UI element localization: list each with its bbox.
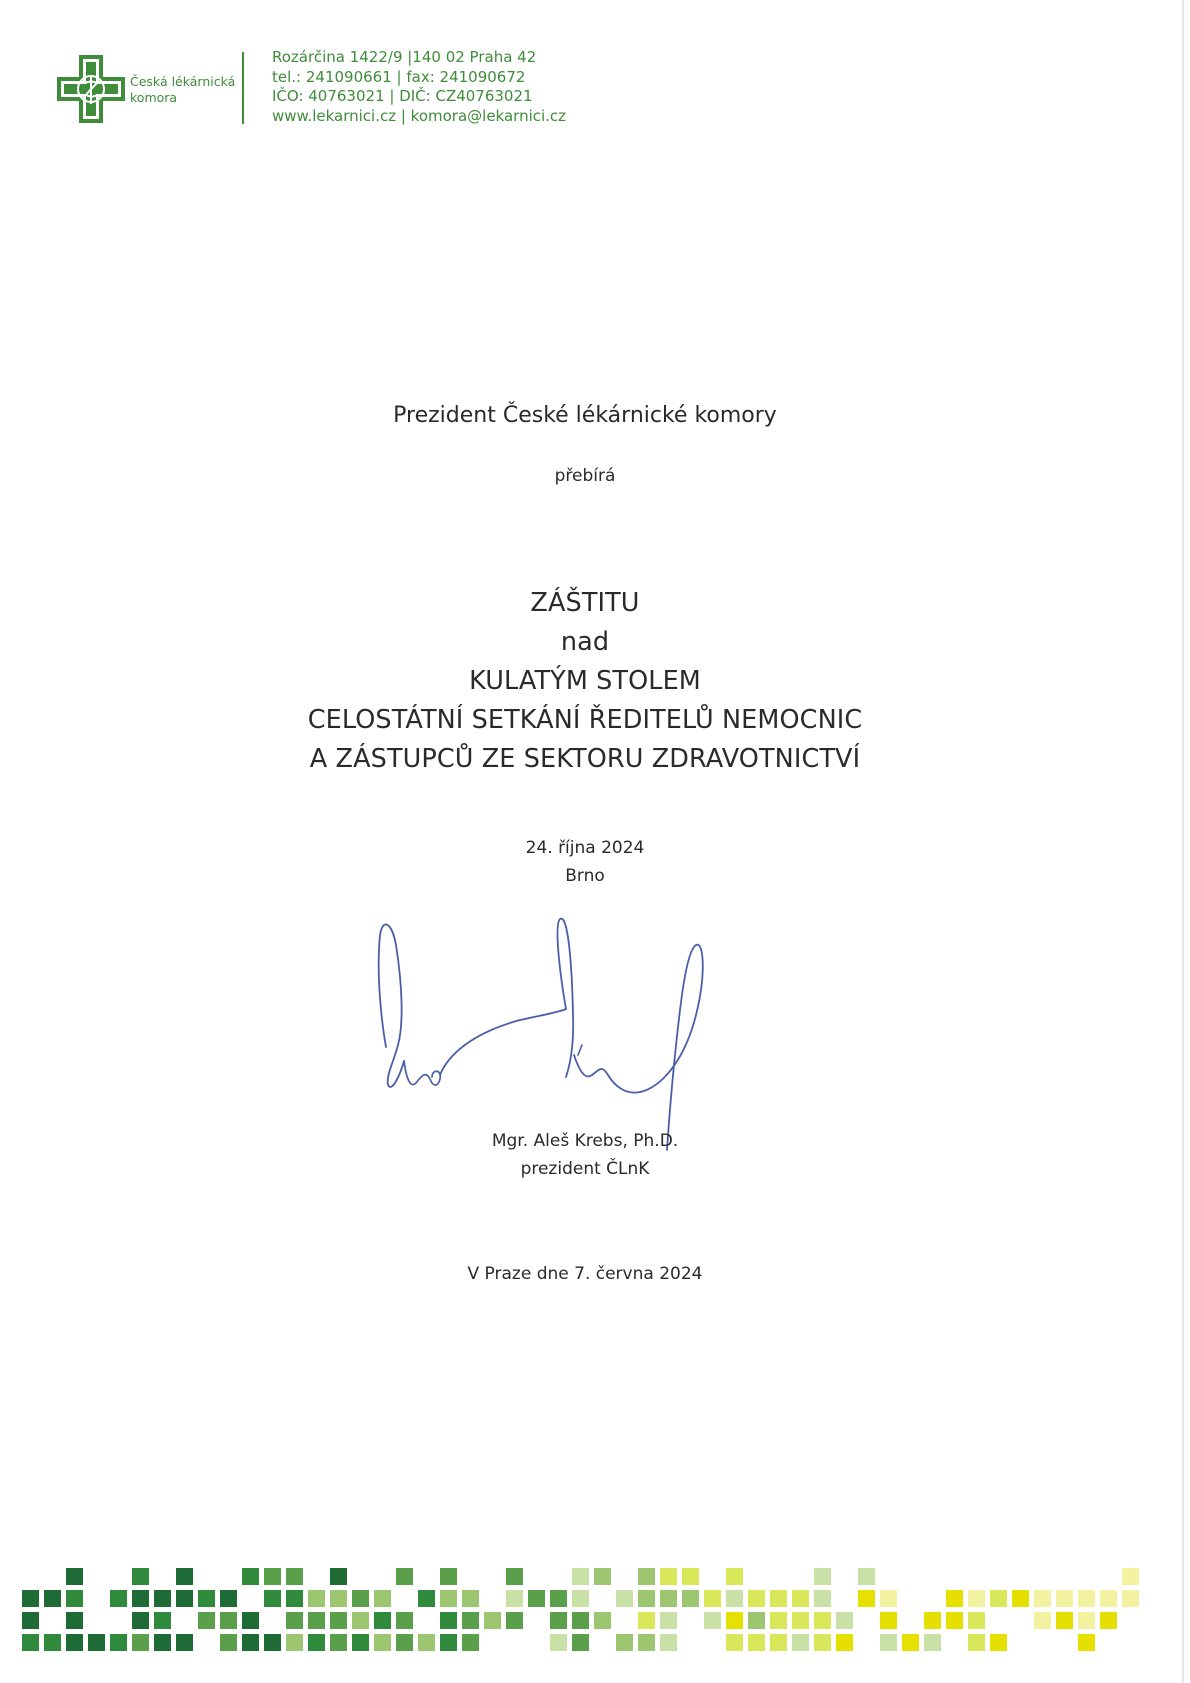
- pixel-square: [396, 1568, 413, 1585]
- pixel-square: [506, 1568, 523, 1585]
- letterhead-divider: [242, 52, 244, 124]
- handwritten-signature: [370, 905, 760, 1165]
- pixel-square: [660, 1590, 677, 1607]
- pixel-square: [990, 1590, 1007, 1607]
- pixel-square: [66, 1634, 83, 1651]
- pixel-square: [660, 1568, 677, 1585]
- pixel-square: [220, 1634, 237, 1651]
- pixel-square: [924, 1634, 941, 1651]
- pixel-square: [924, 1612, 941, 1629]
- pixel-square: [1012, 1590, 1029, 1607]
- pixel-square: [704, 1612, 721, 1629]
- pixel-square: [726, 1590, 743, 1607]
- pixel-square: [132, 1634, 149, 1651]
- pixel-square: [154, 1612, 171, 1629]
- pixel-square: [792, 1612, 809, 1629]
- event-date: 24. října 2024: [525, 838, 645, 858]
- pixel-square: [286, 1612, 303, 1629]
- heading-line-4: CELOSTÁTNÍ SETKÁNÍ ŘEDITELŮ NEMOCNIC: [307, 705, 863, 735]
- pixel-square: [220, 1612, 237, 1629]
- pixel-square: [572, 1612, 589, 1629]
- pixel-square: [330, 1568, 347, 1585]
- pixel-square: [308, 1612, 325, 1629]
- pixel-square: [814, 1634, 831, 1651]
- pixel-square: [858, 1590, 875, 1607]
- pixel-square: [1056, 1612, 1073, 1629]
- pixel-square: [814, 1590, 831, 1607]
- pixel-square: [748, 1590, 765, 1607]
- pixel-square: [264, 1634, 281, 1651]
- takes-line: přebírá: [554, 466, 616, 486]
- pixel-square: [968, 1612, 985, 1629]
- pixel-square: [44, 1634, 61, 1651]
- contact-block: [272, 48, 566, 126]
- pixel-square: [968, 1590, 985, 1607]
- pixel-square: [132, 1568, 149, 1585]
- pixel-square: [638, 1568, 655, 1585]
- pixel-square: [352, 1634, 369, 1651]
- pixel-square: [66, 1568, 83, 1585]
- pixel-square: [726, 1568, 743, 1585]
- pixel-square: [44, 1590, 61, 1607]
- pixel-square: [286, 1590, 303, 1607]
- pixel-square: [1122, 1568, 1139, 1585]
- pixel-square: [110, 1634, 127, 1651]
- pixel-square: [462, 1612, 479, 1629]
- decorative-pixel-band: [22, 1568, 1152, 1668]
- pixel-square: [352, 1590, 369, 1607]
- pixel-square: [1078, 1634, 1095, 1651]
- pixel-square: [770, 1612, 787, 1629]
- issue-place-date: V Praze dne 7. června 2024: [467, 1264, 703, 1284]
- pixel-square: [1034, 1590, 1051, 1607]
- page-edge: [1182, 0, 1184, 1683]
- pixel-square: [682, 1590, 699, 1607]
- pixel-square: [242, 1612, 259, 1629]
- pixel-square: [528, 1590, 545, 1607]
- web-email: www.lekarnici.cz | komora@lekarnici.cz: [272, 106, 567, 125]
- pixel-square: [396, 1612, 413, 1629]
- pharmacy-cross-logo-icon: [56, 54, 126, 124]
- pixel-square: [352, 1612, 369, 1629]
- pixel-square: [946, 1612, 963, 1629]
- pixel-square: [286, 1568, 303, 1585]
- pixel-square: [198, 1612, 215, 1629]
- pixel-square: [1122, 1590, 1139, 1607]
- pixel-square: [440, 1590, 457, 1607]
- pixel-square: [440, 1612, 457, 1629]
- pixel-square: [638, 1634, 655, 1651]
- heading-line-1: ZÁŠTITU: [530, 588, 640, 618]
- pixel-square: [594, 1568, 611, 1585]
- pixel-square: [264, 1568, 281, 1585]
- pixel-square: [858, 1568, 875, 1585]
- pixel-square: [1078, 1590, 1095, 1607]
- pixel-square: [176, 1568, 193, 1585]
- pixel-square: [660, 1634, 677, 1651]
- signer-name: Mgr. Aleš Krebs, Ph.D.: [491, 1131, 679, 1151]
- pixel-square: [506, 1590, 523, 1607]
- logo-wordmark: [130, 74, 235, 106]
- pixel-square: [726, 1634, 743, 1651]
- pixel-square: [682, 1568, 699, 1585]
- pixel-square: [440, 1634, 457, 1651]
- pixel-square: [264, 1590, 281, 1607]
- pixel-square: [154, 1590, 171, 1607]
- pixel-square: [330, 1612, 347, 1629]
- pixel-square: [550, 1612, 567, 1629]
- pixel-square: [418, 1590, 435, 1607]
- heading-line-3: KULATÝM STOLEM: [469, 666, 701, 696]
- letterhead: [56, 48, 616, 128]
- patronage-heading: [0, 584, 1170, 779]
- pixel-square: [242, 1568, 259, 1585]
- pixel-square: [176, 1634, 193, 1651]
- pixel-square: [990, 1634, 1007, 1651]
- pixel-square: [308, 1634, 325, 1651]
- heading-line-2: nad: [560, 627, 610, 657]
- pixel-square: [198, 1590, 215, 1607]
- pixel-square: [374, 1634, 391, 1651]
- pixel-square: [242, 1634, 259, 1651]
- intro-line: Prezident České lékárnické komory: [393, 403, 777, 428]
- pixel-square: [88, 1634, 105, 1651]
- pixel-square: [396, 1634, 413, 1651]
- pixel-square: [1100, 1612, 1117, 1629]
- address: Rozárčina 1422/9 |140 02 Praha 42: [272, 48, 537, 66]
- pixel-square: [22, 1612, 39, 1629]
- pixel-square: [22, 1590, 39, 1607]
- logo-text-line2: komora: [130, 90, 178, 105]
- pixel-square: [66, 1612, 83, 1629]
- pixel-square: [638, 1590, 655, 1607]
- pixel-square: [770, 1590, 787, 1607]
- pixel-square: [330, 1590, 347, 1607]
- pixel-square: [550, 1590, 567, 1607]
- pixel-square: [902, 1634, 919, 1651]
- pixel-square: [968, 1634, 985, 1651]
- pixel-square: [330, 1634, 347, 1651]
- pixel-square: [572, 1568, 589, 1585]
- pixel-square: [1056, 1590, 1073, 1607]
- pixel-square: [1034, 1612, 1051, 1629]
- pixel-square: [660, 1612, 677, 1629]
- pixel-square: [1078, 1612, 1095, 1629]
- pixel-square: [726, 1612, 743, 1629]
- pixel-square: [880, 1590, 897, 1607]
- pixel-square: [880, 1612, 897, 1629]
- pixel-square: [484, 1612, 501, 1629]
- pixel-square: [66, 1590, 83, 1607]
- pixel-square: [572, 1590, 589, 1607]
- pixel-square: [594, 1612, 611, 1629]
- pixel-square: [814, 1612, 831, 1629]
- event-place: Brno: [565, 866, 605, 886]
- pixel-square: [462, 1634, 479, 1651]
- pixel-square: [462, 1590, 479, 1607]
- pixel-square: [836, 1634, 853, 1651]
- signer-block: [0, 1127, 1170, 1183]
- pixel-square: [1100, 1590, 1117, 1607]
- pixel-square: [770, 1634, 787, 1651]
- pixel-square: [132, 1590, 149, 1607]
- pixel-square: [814, 1568, 831, 1585]
- pixel-square: [374, 1590, 391, 1607]
- pixel-square: [616, 1590, 633, 1607]
- pixel-square: [374, 1612, 391, 1629]
- pixel-square: [418, 1634, 435, 1651]
- pixel-square: [880, 1634, 897, 1651]
- pixel-square: [792, 1634, 809, 1651]
- pixel-square: [110, 1590, 127, 1607]
- pixel-square: [792, 1590, 809, 1607]
- pixel-square: [154, 1634, 171, 1651]
- pixel-square: [176, 1590, 193, 1607]
- logo-text-line1: Česká lékárnická: [130, 74, 236, 89]
- pixel-square: [572, 1634, 589, 1651]
- pixel-square: [638, 1612, 655, 1629]
- pixel-square: [550, 1634, 567, 1651]
- pixel-square: [286, 1634, 303, 1651]
- pixel-square: [704, 1590, 721, 1607]
- pixel-square: [748, 1612, 765, 1629]
- pixel-square: [946, 1590, 963, 1607]
- pixel-square: [220, 1590, 237, 1607]
- pixel-square: [440, 1568, 457, 1585]
- pixel-square: [22, 1634, 39, 1651]
- phone-fax: tel.: 241090661 | fax: 241090672: [272, 67, 526, 86]
- pixel-square: [132, 1612, 149, 1629]
- company-ids: IČO: 40763021 | DIČ: CZ40763021: [272, 87, 533, 105]
- event-info: [0, 834, 1170, 890]
- pixel-square: [748, 1634, 765, 1651]
- pixel-square: [836, 1612, 853, 1629]
- pixel-square: [616, 1634, 633, 1651]
- pixel-square: [308, 1590, 325, 1607]
- heading-line-5: A ZÁSTUPCŮ ZE SEKTORU ZDRAVOTNICTVÍ: [309, 744, 861, 774]
- pixel-square: [506, 1612, 523, 1629]
- signer-title: prezident ČLnK: [520, 1159, 650, 1179]
